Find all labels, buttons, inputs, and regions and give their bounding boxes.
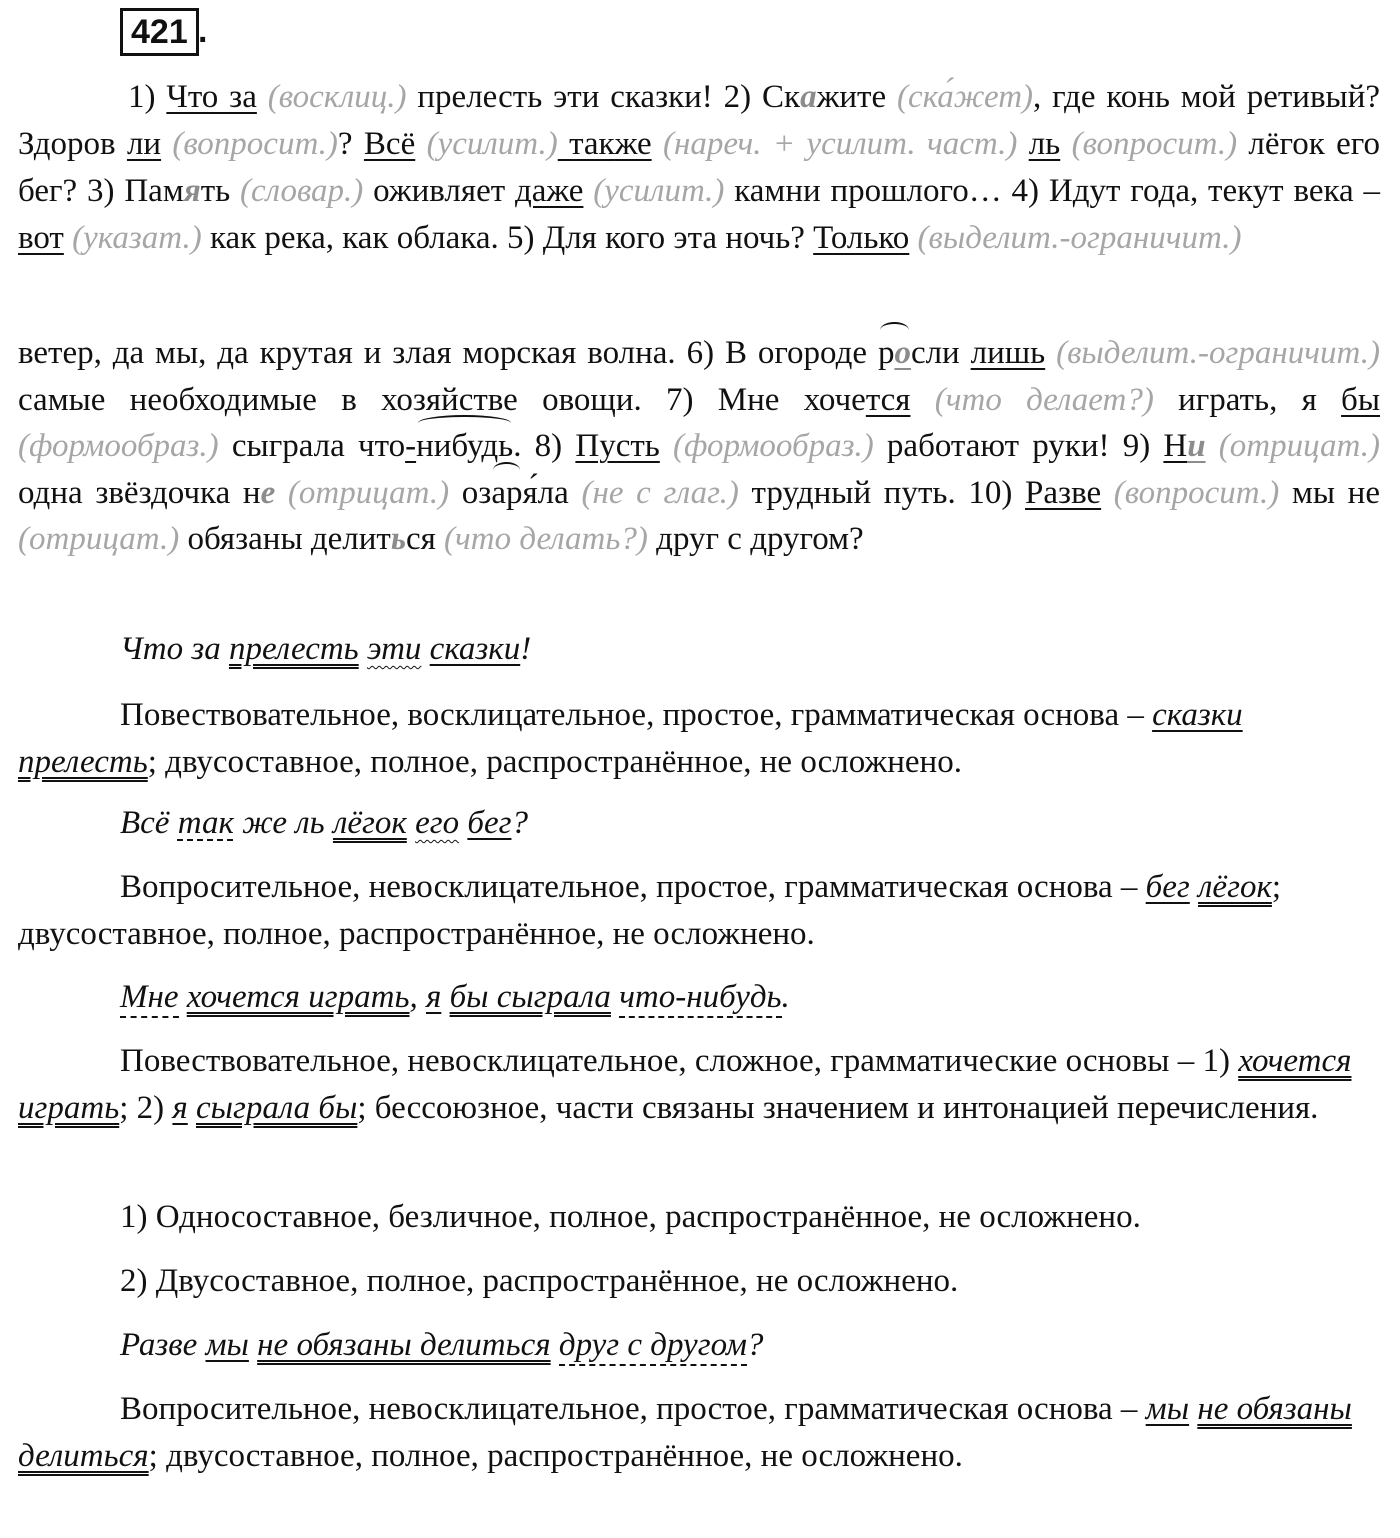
hyphen: - bbox=[405, 428, 417, 464]
subject: бег bbox=[467, 805, 512, 841]
highlight-letter: а bbox=[800, 79, 817, 115]
subject: сказки bbox=[1152, 697, 1243, 733]
root-mark bbox=[878, 330, 911, 377]
text: обязаны делит bbox=[179, 521, 391, 557]
predicate: лёгок bbox=[1198, 869, 1272, 905]
particle: Разве bbox=[1025, 474, 1102, 511]
text bbox=[407, 805, 415, 841]
object: Мне bbox=[120, 979, 179, 1018]
hint: (что делает?) bbox=[910, 381, 1154, 418]
text: 1) bbox=[128, 79, 167, 115]
text: жите bbox=[816, 79, 897, 115]
hint: (отрицат.) bbox=[1205, 428, 1380, 464]
hint: (восклиц.) bbox=[256, 79, 407, 115]
text: Вопросительное, невосклицательное, простое, грамматическая основа – bbox=[120, 1391, 1146, 1427]
particle: Пусть bbox=[575, 428, 660, 464]
text: ветер, да мы, да крутая и злая морская волна. 6) В огороде bbox=[18, 335, 878, 371]
subject: бег bbox=[1145, 869, 1190, 905]
particle: Всё bbox=[363, 126, 416, 162]
object: друг с другом bbox=[559, 1327, 747, 1366]
hint: (словар.) bbox=[240, 173, 364, 209]
particle: лишь bbox=[970, 335, 1046, 371]
exercise-number: 421 bbox=[120, 8, 199, 56]
hint: (формообраз.) bbox=[18, 428, 219, 464]
text: сыграла что bbox=[218, 428, 406, 464]
predicate: сыграла бы bbox=[196, 1090, 358, 1126]
particle: Н bbox=[1163, 428, 1188, 464]
text: ; двусоставное, полное, распространённое, не осложнено. bbox=[147, 744, 962, 780]
text: мы не bbox=[1279, 474, 1380, 511]
text bbox=[179, 979, 187, 1015]
text bbox=[441, 979, 449, 1015]
text: самые необходимые в хозяйстве овощи. 7) Мне хоче bbox=[18, 381, 866, 418]
subject: мы bbox=[1145, 1391, 1190, 1427]
text: ? bbox=[746, 1327, 764, 1363]
text: , bbox=[409, 979, 426, 1015]
text bbox=[1190, 869, 1198, 905]
hint: (формообраз.) bbox=[659, 428, 874, 464]
text bbox=[188, 1090, 196, 1126]
adverbial: так bbox=[177, 805, 234, 841]
highlight-letter: и bbox=[1187, 428, 1206, 464]
text: Что за bbox=[120, 631, 229, 667]
text: ; двусоставное, полное, распространённое, не осложнено. bbox=[18, 869, 1282, 952]
text: оживляет bbox=[363, 173, 515, 209]
text: р bbox=[877, 335, 895, 371]
exercise-text-part-1 bbox=[18, 74, 1380, 262]
text: , где конь мой ретивый? Здоров bbox=[18, 79, 1381, 162]
text: ся bbox=[405, 521, 445, 557]
hint: (усилит.) bbox=[583, 173, 725, 209]
predicate: хочется играть bbox=[18, 1043, 1352, 1126]
particle: Только bbox=[813, 220, 910, 256]
particle: вот bbox=[18, 220, 64, 256]
hint: (нареч. + усилит. част.) bbox=[651, 126, 1018, 162]
parsed-sentence-4 bbox=[18, 1322, 1380, 1369]
text bbox=[249, 1327, 257, 1363]
text: . 8) bbox=[513, 428, 576, 464]
analysis-1 bbox=[18, 692, 1380, 786]
subject: я bbox=[172, 1090, 188, 1126]
text: одна звёздочка н bbox=[18, 474, 261, 511]
highlight-letter: ь bbox=[390, 521, 406, 557]
text: ; бессоюзное, части связаны значением и интонацией перечисления. bbox=[357, 1090, 1319, 1126]
text bbox=[1017, 126, 1028, 162]
text: ; 2) bbox=[119, 1090, 173, 1126]
particle: же bbox=[614, 126, 652, 162]
object: что-нибудь bbox=[619, 979, 781, 1018]
text: работают руки! 9) bbox=[873, 428, 1164, 464]
hint: (не с глаг.) bbox=[568, 474, 739, 511]
hint: (усилит.) bbox=[415, 126, 558, 162]
text: трудный путь. 10) bbox=[738, 474, 1026, 511]
subject: я bbox=[425, 979, 442, 1015]
text: ; двусоставное, полное, распространённое, не осложнено. bbox=[148, 1438, 963, 1474]
particle: тся bbox=[865, 381, 911, 418]
particle: Что за bbox=[166, 79, 257, 115]
attribute: эти bbox=[366, 631, 422, 667]
predicate: лёгок bbox=[332, 805, 407, 841]
hint: (выделит.-ограничит.) bbox=[1045, 335, 1380, 371]
predicate: не обязаны делиться bbox=[18, 1391, 1352, 1474]
text: оз bbox=[449, 474, 492, 511]
hint: (что делать?) bbox=[444, 521, 648, 557]
text: прелесть эти сказки! 2) Ск bbox=[406, 79, 801, 115]
analysis-3-part-2: 2) Двусоставное, полное, распространённое, не осложнено. bbox=[120, 1263, 959, 1299]
hint: (указат.) bbox=[63, 220, 202, 256]
analysis-3-part-1: 1) Односоставное, безличное, полное, распространённое, не осложнено. bbox=[120, 1199, 1141, 1235]
text bbox=[960, 335, 971, 371]
text: Всё bbox=[120, 805, 178, 841]
exercise-text-part-2 bbox=[18, 330, 1380, 563]
subject: сказки bbox=[429, 631, 521, 667]
particle: ли bbox=[126, 126, 162, 162]
predicate: не обязаны делиться bbox=[257, 1327, 551, 1363]
subject: мы bbox=[205, 1327, 249, 1363]
analysis-3 bbox=[18, 1038, 1380, 1132]
text: же ль bbox=[233, 805, 333, 841]
text: Повествовательное, невосклицательное, сложное, грамматические основы – 1) bbox=[120, 1043, 1239, 1079]
text: ? bbox=[511, 805, 528, 841]
text: . bbox=[781, 979, 790, 1015]
text: друг с другом? bbox=[647, 521, 864, 557]
text: Разве bbox=[120, 1327, 206, 1363]
root-mark: ар bbox=[491, 470, 522, 517]
analysis-2 bbox=[18, 864, 1380, 958]
particle: бы bbox=[1341, 381, 1381, 418]
text bbox=[551, 1327, 559, 1363]
text: я́ла bbox=[522, 474, 569, 511]
highlight-letter: о bbox=[894, 335, 911, 371]
parsed-sentence-2 bbox=[18, 800, 1380, 847]
hint: (выделит.-ограничит.) bbox=[909, 220, 1242, 256]
highlight-letter: я bbox=[183, 173, 201, 209]
predicate: прелесть bbox=[228, 631, 359, 667]
parsed-sentence-1 bbox=[18, 626, 1380, 673]
text: сли bbox=[910, 335, 960, 371]
predicate: бы сыграла bbox=[449, 979, 611, 1015]
particle: даже bbox=[514, 173, 584, 209]
text: Повествовательное, восклицательное, простое, грамматическая основа – bbox=[120, 697, 1153, 733]
parsed-sentence-3 bbox=[18, 974, 1380, 1021]
text bbox=[359, 631, 367, 667]
analysis-4 bbox=[18, 1386, 1380, 1480]
highlight-letter: е bbox=[260, 474, 276, 511]
hint: (отрицат.) bbox=[18, 521, 180, 557]
text bbox=[611, 979, 619, 1015]
predicate: прелесть bbox=[18, 744, 148, 780]
text bbox=[421, 631, 429, 667]
hint: (вопросит.) bbox=[1060, 126, 1238, 162]
hint: (вопросит.) bbox=[161, 126, 338, 162]
particle: нибудь bbox=[416, 423, 513, 470]
hint: (ска́жет) bbox=[896, 79, 1034, 115]
text: ть bbox=[200, 173, 241, 209]
hint: (вопросит.) bbox=[1101, 474, 1280, 511]
text: так bbox=[557, 126, 615, 162]
text: ! bbox=[520, 631, 532, 667]
particle: ль bbox=[1028, 126, 1061, 162]
predicate: хочется играть bbox=[186, 979, 410, 1015]
text: ? bbox=[337, 126, 364, 162]
hint: (отрицат.) bbox=[275, 474, 450, 511]
text: играть, я bbox=[1153, 381, 1342, 418]
text: лёгок его бег? 3) Пам bbox=[18, 126, 1380, 209]
attribute: его bbox=[415, 805, 460, 841]
text: как река, как облака. 5) Для кого эта ночь? bbox=[201, 220, 814, 256]
text: Вопросительное, невосклицательное, простое, грамматическая основа – bbox=[120, 869, 1146, 905]
text: камни прошлого… 4) Идут года, текут века – bbox=[724, 173, 1380, 209]
exercise-number-dot: . bbox=[198, 12, 208, 50]
